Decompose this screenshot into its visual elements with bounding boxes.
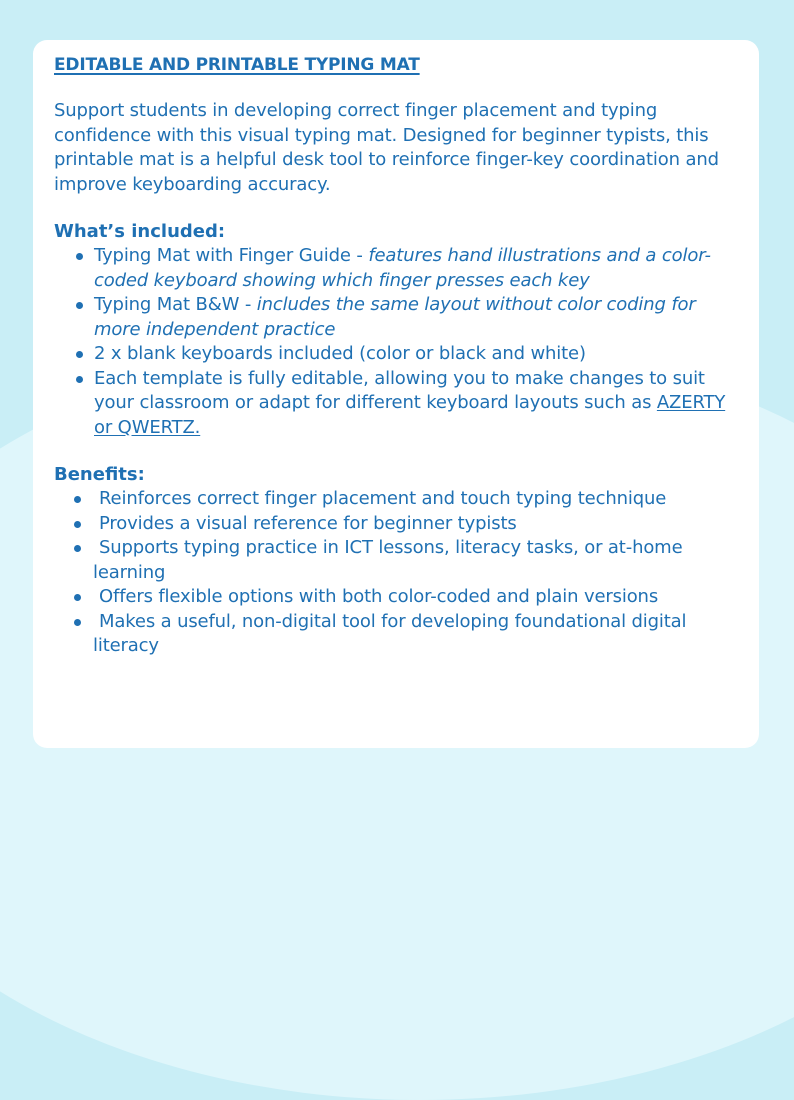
item-text: 2 x blank keyboards included (color or black and white) [94,343,586,364]
benefits-section-title: Benefits: [54,464,145,485]
item-italic-text: includes the same layout without color coding for more independent practice [94,294,696,340]
benefits-list [54,487,739,659]
list-item [54,342,739,367]
item-text: Typing Mat with Finger Guide - [94,245,369,266]
included-section-title: What’s included: [54,221,226,242]
page-title: EDITABLE AND PRINTABLE TYPING MAT [54,55,420,75]
benefit-text: Supports typing practice in ICT lessons, literacy tasks, or at-home learning [93,537,683,583]
content-card [33,40,759,748]
benefit-text: Offers flexible options with both color-coded and plain versions [99,586,659,607]
intro-paragraph: Support students in developing correct finger placement and typing confidence with this visual typing mat. Designed for beginner typists, this printable mat is a helpful desk tool to reinforce finger-key coordination and improve keyboarding accuracy. [54,100,719,195]
benefit-text: Makes a useful, non-digital tool for developing foundational digital literacy [93,610,687,656]
item-text: Each template is fully editable, allowing you to make changes to suit your classroom or adapt for different keyboard layouts such as [94,367,705,413]
benefit-text: Provides a visual reference for beginner typists [99,512,517,534]
benefit-text: Reinforces correct finger placement and touch typing technique [99,488,667,509]
list-item [54,367,739,441]
list-item [54,512,739,537]
list-item [54,244,739,293]
included-list [54,244,739,440]
item-italic-text: features hand illustrations and a color-coded keyboard showing which finger presses each key [94,245,711,291]
list-item [54,487,739,512]
list-item [54,610,739,659]
keyboard-layouts-link[interactable]: AZERTY or QWERTZ. [94,392,726,438]
item-text: Typing Mat B&W - [94,294,257,315]
list-item [54,536,739,585]
list-item [54,293,739,342]
list-item [54,585,739,610]
